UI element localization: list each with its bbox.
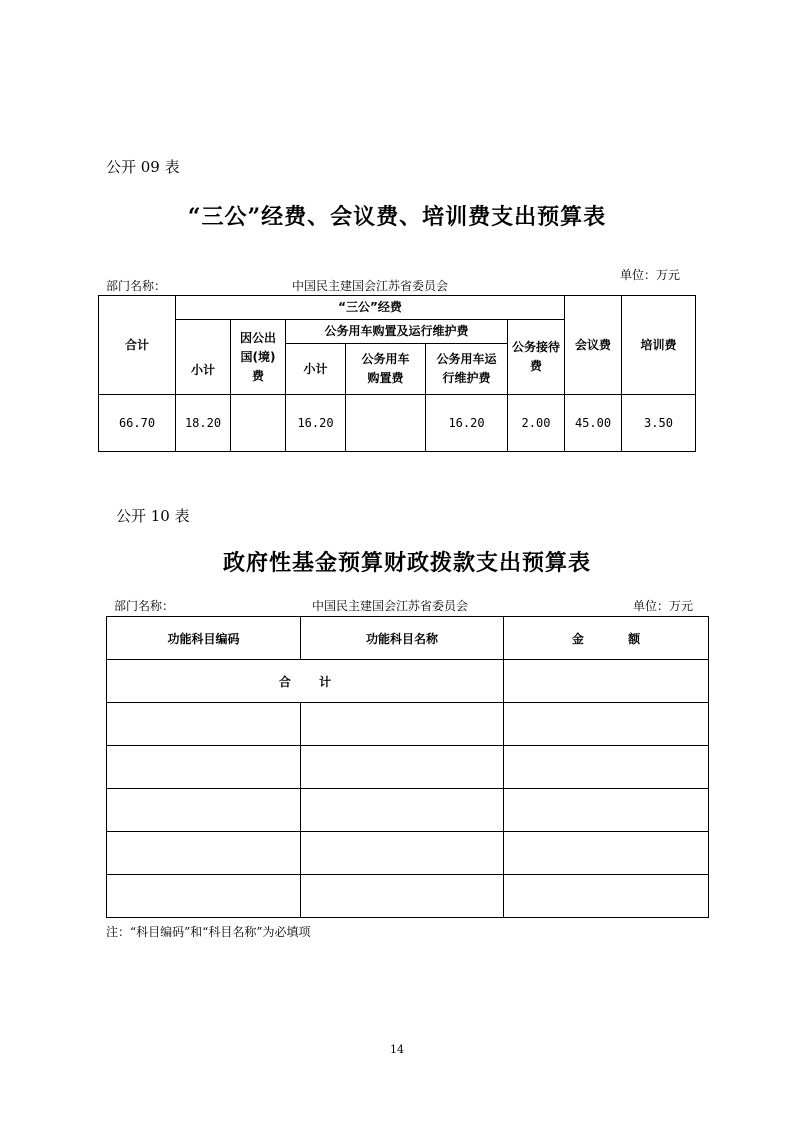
cell-empty	[301, 703, 504, 746]
table1-label: 公开 09 表	[106, 158, 180, 176]
header-total: 合计	[99, 296, 176, 395]
table-row	[107, 832, 709, 875]
table-row	[107, 746, 709, 789]
value-vehicle-maintenance: 16.20	[426, 395, 508, 452]
table1-dept-value: 中国民主建国会江苏省委员会	[292, 279, 449, 293]
header-reception: 公务接待费	[508, 320, 565, 395]
header-vehicle-maintenance: 公务用车运行维护费	[426, 344, 508, 395]
total-label: 合 计	[107, 660, 504, 703]
cell-empty	[301, 746, 504, 789]
table2-title: 政府性基金预算财政拨款支出预算表	[222, 550, 591, 576]
table2-unit: 单位：万元	[633, 599, 694, 613]
value-training: 3.50	[622, 395, 696, 452]
gov-fund-table	[106, 616, 709, 918]
header-vehicle-purchase: 公务用车购置费	[346, 344, 426, 395]
total-amount	[504, 660, 709, 703]
header-amount: 金 额	[504, 617, 709, 660]
value-abroad	[231, 395, 286, 452]
header-sangong: “三公”经费	[176, 296, 565, 320]
table-row	[107, 703, 709, 746]
cell-empty	[301, 875, 504, 918]
cell-empty	[107, 832, 301, 875]
footnote: 注：“科目编码”和“科目名称”为必填项	[106, 925, 311, 939]
header-meeting: 会议费	[565, 296, 622, 395]
cell-empty	[107, 789, 301, 832]
cell-empty	[301, 789, 504, 832]
table1-title: “三公”经费、会议费、培训费支出预算表	[187, 204, 607, 230]
header-abroad: 因公出国(境)费	[231, 320, 286, 395]
cell-empty	[504, 789, 709, 832]
table2-dept-label: 部门名称：	[114, 599, 175, 613]
cell-empty	[107, 703, 301, 746]
cell-empty	[504, 875, 709, 918]
table1-unit: 单位：万元	[620, 268, 681, 282]
header-training: 培训费	[622, 296, 696, 395]
header-subtotal: 小计	[176, 320, 231, 395]
page-number: 14	[390, 1043, 404, 1056]
header-name: 功能科目名称	[301, 617, 504, 660]
value-reception: 2.00	[508, 395, 565, 452]
cell-empty	[107, 746, 301, 789]
cell-empty	[504, 746, 709, 789]
value-meeting: 45.00	[565, 395, 622, 452]
value-total: 66.70	[99, 395, 176, 452]
value-subtotal: 18.20	[176, 395, 231, 452]
sangong-budget-table	[98, 295, 696, 452]
value-vehicle-purchase	[346, 395, 426, 452]
table2-dept-value: 中国民主建国会江苏省委员会	[312, 599, 469, 613]
table-row	[107, 875, 709, 918]
cell-empty	[107, 875, 301, 918]
table1-dept-label: 部门名称：	[106, 279, 167, 293]
header-code: 功能科目编码	[107, 617, 301, 660]
header-vehicle-subtotal: 小计	[286, 344, 346, 395]
table-row	[107, 789, 709, 832]
table2-label: 公开 10 表	[116, 507, 190, 525]
header-vehicle-group: 公务用车购置及运行维护费	[286, 320, 508, 344]
cell-empty	[301, 832, 504, 875]
cell-empty	[504, 703, 709, 746]
value-vehicle-subtotal: 16.20	[286, 395, 346, 452]
cell-empty	[504, 832, 709, 875]
